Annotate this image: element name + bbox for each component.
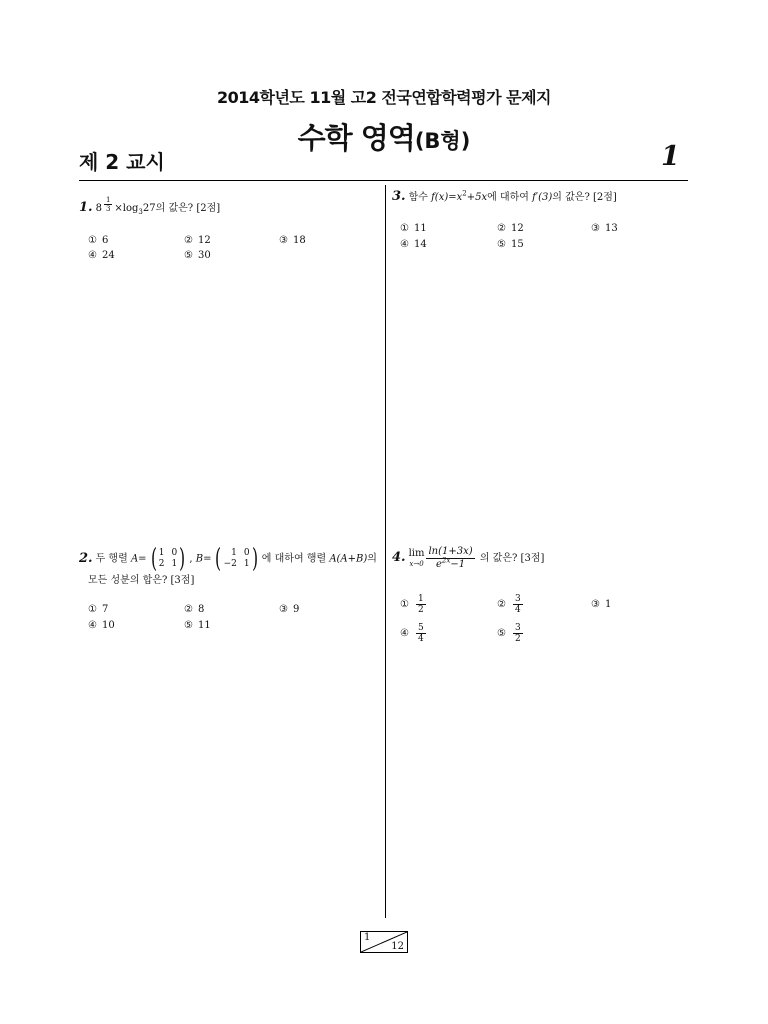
q2-option-1[interactable] bbox=[88, 604, 108, 615]
q2-option-5-mark: ⑤ bbox=[184, 620, 193, 631]
matrix-A-entry: 2 bbox=[158, 559, 165, 569]
q1-tail: 27의 값은? [2점] bbox=[142, 202, 221, 214]
q2-option-3-value: 9 bbox=[292, 604, 300, 615]
q1-option-4-mark: ④ bbox=[88, 250, 97, 261]
q1-option-5-value: 30 bbox=[197, 250, 211, 261]
matrix-A: ( 1 0 2 1 ) bbox=[150, 544, 186, 574]
q1-option-5-mark: ⑤ bbox=[184, 250, 193, 261]
page-indicator bbox=[360, 931, 408, 953]
q4-option-2-value bbox=[513, 594, 523, 615]
q4-option-4-den: 4 bbox=[417, 634, 424, 644]
q4-option-4[interactable] bbox=[400, 623, 428, 644]
q4-option-4-value bbox=[416, 623, 426, 644]
q3-option-2-mark: ② bbox=[497, 223, 506, 234]
q2-B-label: B bbox=[195, 553, 204, 565]
q1-option-2-value: 12 bbox=[197, 235, 211, 246]
q4-den-rest: −1 bbox=[450, 559, 466, 570]
q4-fraction bbox=[426, 546, 474, 571]
matrix-A-entry: 1 bbox=[171, 559, 178, 569]
q4-option-1-mark: ① bbox=[400, 599, 409, 610]
question-4-number: 4. bbox=[392, 550, 406, 565]
q4-option-1-num: 1 bbox=[417, 594, 424, 604]
q2-tail: 의 bbox=[367, 553, 377, 565]
q2-option-1-value: 7 bbox=[101, 604, 109, 615]
q4-option-3[interactable] bbox=[591, 599, 611, 610]
q3-function-rest: +5x bbox=[466, 192, 488, 203]
q4-option-5-num: 3 bbox=[514, 623, 521, 633]
q3-power: 2 bbox=[462, 189, 467, 198]
q3-option-3-value: 13 bbox=[604, 223, 618, 234]
question-3-number: 3. bbox=[392, 189, 406, 204]
q1-exp-den: 3 bbox=[105, 205, 111, 213]
q3-derivative: f′(3) bbox=[532, 192, 553, 203]
question-3 bbox=[392, 190, 617, 205]
q2-option-2-mark: ② bbox=[184, 604, 193, 615]
matrix-B-entry: −2 bbox=[223, 559, 237, 569]
page-current: 1 bbox=[364, 932, 371, 943]
q4-option-5[interactable] bbox=[497, 623, 525, 644]
q4-option-5-mark: ⑤ bbox=[497, 628, 506, 639]
page-total: 12 bbox=[391, 941, 404, 952]
q1-log-base: 3 bbox=[138, 207, 143, 216]
q3-mid: 에 대하여 bbox=[487, 192, 529, 203]
matrix-B-entry: 1 bbox=[243, 559, 250, 569]
q3-option-1-value: 11 bbox=[413, 223, 427, 234]
question-1 bbox=[79, 196, 220, 216]
q1-option-4[interactable] bbox=[88, 250, 115, 261]
column-divider bbox=[385, 185, 386, 918]
q3-option-5-value: 15 bbox=[510, 239, 524, 250]
q3-option-4-mark: ④ bbox=[400, 239, 409, 250]
matrix-A-entry: 0 bbox=[171, 548, 178, 558]
q1-option-1[interactable] bbox=[88, 235, 108, 246]
q4-option-3-mark: ③ bbox=[591, 599, 600, 610]
q1-base: 8 bbox=[95, 202, 102, 214]
header-divider bbox=[79, 180, 688, 181]
q2-option-4-value: 10 bbox=[101, 620, 115, 631]
q4-option-5-den: 2 bbox=[514, 634, 521, 644]
q4-option-2-mark: ② bbox=[497, 599, 506, 610]
q2-option-3[interactable] bbox=[279, 604, 299, 615]
q1-option-3-value: 18 bbox=[292, 235, 306, 246]
q3-option-4-value: 14 bbox=[413, 239, 427, 250]
q4-option-2[interactable] bbox=[497, 594, 525, 615]
q4-denominator bbox=[434, 556, 467, 571]
q4-lim-under: x→0 bbox=[409, 559, 424, 568]
q3-option-2-value: 12 bbox=[510, 223, 524, 234]
matrix-B: ( 1 0 −2 1 ) bbox=[215, 544, 258, 574]
q4-option-4-num: 5 bbox=[417, 623, 424, 633]
q3-tail: 의 값은? [2점] bbox=[552, 192, 617, 203]
matrix-B-entry: 1 bbox=[231, 548, 237, 558]
q4-limit bbox=[409, 549, 425, 569]
q2-option-5[interactable] bbox=[184, 620, 211, 631]
q1-option-5[interactable] bbox=[184, 250, 211, 261]
period-label: 제 2 교시 bbox=[79, 150, 165, 174]
q2-mid: 에 대하여 행렬 bbox=[261, 553, 327, 565]
q4-option-1[interactable] bbox=[400, 594, 428, 615]
q4-option-1-den: 2 bbox=[417, 605, 424, 615]
q4-tail: 의 값은? [3점] bbox=[479, 553, 545, 564]
q3-option-5-mark: ⑤ bbox=[497, 239, 506, 250]
q2-intro: 두 행렬 bbox=[95, 553, 128, 565]
q3-option-3-mark: ③ bbox=[591, 223, 600, 234]
matrix-A-entry: 1 bbox=[158, 548, 165, 558]
q1-option-3[interactable] bbox=[279, 235, 306, 246]
q2-comma: , bbox=[189, 553, 193, 565]
q1-exp-num: 1 bbox=[105, 196, 111, 204]
q4-option-5-value bbox=[513, 623, 523, 644]
subject-name: 수학 영역 bbox=[297, 121, 415, 155]
q2-eq-1: = bbox=[138, 553, 147, 565]
q2-option-3-mark: ③ bbox=[279, 604, 288, 615]
q2-A-label: A bbox=[130, 553, 139, 565]
q3-option-4[interactable] bbox=[400, 239, 427, 250]
matrix-B-entry: 0 bbox=[243, 548, 250, 558]
q3-option-3[interactable] bbox=[591, 223, 618, 234]
q4-lim-word: lim bbox=[408, 547, 425, 559]
q3-function: f(x)=x bbox=[431, 192, 463, 203]
q1-option-3-mark: ③ bbox=[279, 235, 288, 246]
q1-times-log: ×log bbox=[114, 202, 139, 214]
q3-option-5[interactable] bbox=[497, 239, 524, 250]
q4-den-exponent: 2x bbox=[441, 556, 451, 565]
q2-expression: A(A+B) bbox=[329, 553, 368, 565]
question-2-line-2: 모든 성분의 합은? [3점] bbox=[88, 575, 195, 586]
page-number: 1 bbox=[661, 141, 680, 172]
q1-option-2[interactable] bbox=[184, 235, 211, 246]
q3-option-1-mark: ① bbox=[400, 223, 409, 234]
question-1-number: 1. bbox=[79, 199, 93, 215]
q2-eq-2: = bbox=[203, 553, 212, 565]
q4-option-2-den: 4 bbox=[514, 605, 521, 615]
q4-option-3-value: 1 bbox=[604, 599, 612, 610]
q2-option-2-value: 8 bbox=[197, 604, 205, 615]
q2-option-4-mark: ④ bbox=[88, 620, 97, 631]
q4-option-4-mark: ④ bbox=[400, 628, 409, 639]
q1-option-1-mark: ① bbox=[88, 235, 97, 246]
q1-option-4-value: 24 bbox=[101, 250, 115, 261]
q3-option-2[interactable] bbox=[497, 223, 524, 234]
q2-option-5-value: 11 bbox=[197, 620, 211, 631]
q3-option-1[interactable] bbox=[400, 223, 427, 234]
exam-title: 2014학년도 11월 고2 전국연합학력평가 문제지 bbox=[216, 88, 551, 107]
q1-option-1-value: 6 bbox=[101, 235, 109, 246]
q4-option-1-value bbox=[416, 594, 426, 615]
subject-type: (B형) bbox=[414, 129, 471, 153]
q2-option-4[interactable] bbox=[88, 620, 115, 631]
q4-den-base: e bbox=[436, 559, 442, 570]
q1-exponent bbox=[102, 196, 114, 213]
q1-option-2-mark: ② bbox=[184, 235, 193, 246]
q3-intro: 함수 bbox=[408, 192, 428, 203]
q4-option-2-num: 3 bbox=[514, 594, 521, 604]
q2-option-2[interactable] bbox=[184, 604, 204, 615]
question-2 bbox=[79, 546, 377, 572]
q4-numerator: ln(1+3x) bbox=[428, 546, 473, 557]
q2-option-1-mark: ① bbox=[88, 604, 97, 615]
question-2-number: 2. bbox=[79, 550, 93, 566]
question-4 bbox=[392, 546, 544, 571]
